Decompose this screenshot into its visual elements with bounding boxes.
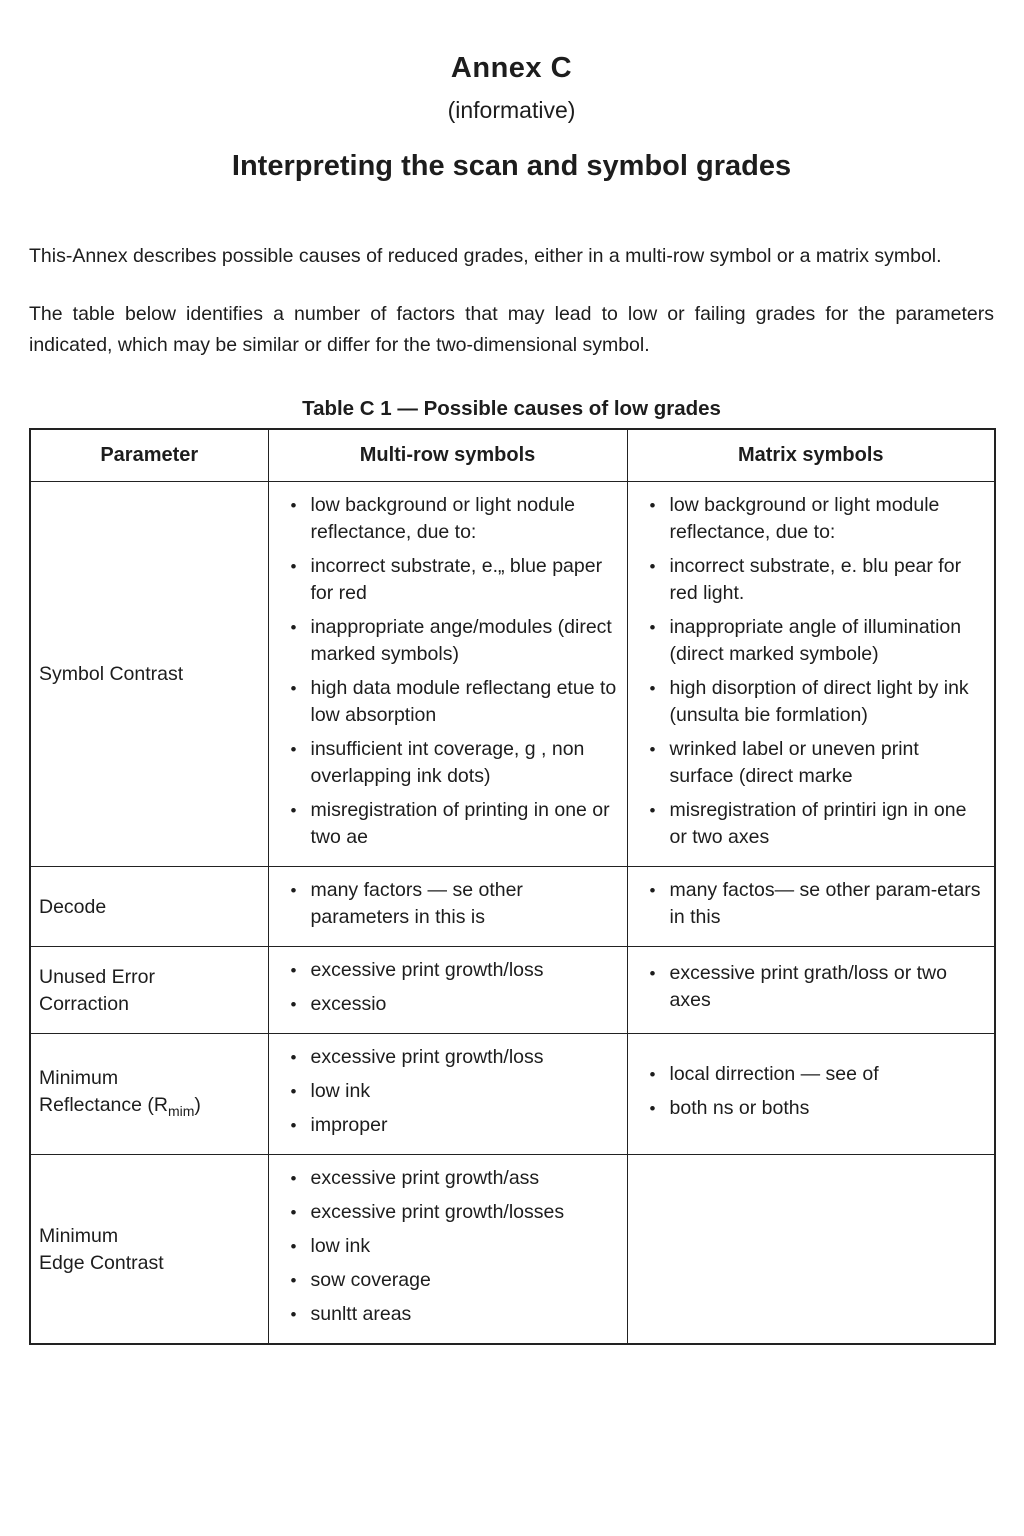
bullet-text: misregistration of printiri ign in one or two axes — [669, 798, 967, 848]
bullet-icon: • — [649, 495, 656, 515]
bullet-icon: • — [290, 1202, 297, 1222]
table-row — [30, 481, 995, 866]
bullet-item — [277, 877, 619, 931]
bullet-icon: • — [649, 739, 656, 759]
parameter-line: Reflectance $(R_{mim})$ — [39, 1093, 201, 1119]
bullet-icon: • — [290, 880, 297, 900]
bullet-icon: • — [290, 678, 297, 698]
bullet-text: excessive print growth/loss — [310, 958, 544, 981]
table-row — [30, 866, 995, 946]
parameter-cell — [30, 946, 268, 1033]
bullet-item — [277, 1199, 619, 1226]
document-heading: Interpreting the scan and symbol grades — [231, 150, 792, 182]
bullet-item — [277, 1165, 619, 1192]
bullet-icon: • — [290, 1168, 297, 1188]
bullet-icon: • — [290, 556, 297, 576]
bullet-icon: • — [290, 617, 297, 637]
matrix-symbols-cell — [627, 481, 995, 866]
parameter-cell — [30, 1033, 268, 1154]
bullet-item — [636, 960, 987, 1014]
bullet-icon: • — [649, 880, 656, 900]
table-caption: Table C 1 — Possible causes of low grades — [302, 397, 721, 420]
multi-row-symbols-cell — [268, 481, 627, 866]
parameter-line: Edge Contrast — [39, 1251, 164, 1274]
bullet-text: improper — [310, 1113, 388, 1136]
multi-row-symbols-cell — [268, 1154, 627, 1344]
bullet-item — [277, 957, 619, 984]
table-header-row — [30, 429, 995, 481]
bullet-text: excessive print growth/loss — [310, 1045, 544, 1068]
bullet-item — [636, 1095, 987, 1122]
bullet-text: incorrect substrate, e. blu pear for red light. — [669, 554, 962, 604]
bullet-text: inappropriate angle of illumination (direct marked symbole) — [669, 615, 962, 665]
bullet-icon: • — [649, 678, 656, 698]
bullet-text: wrinked label or uneven print surface (direct marke — [669, 737, 919, 787]
parameter-line: Minimum — [39, 1066, 119, 1089]
bullet-icon: • — [290, 960, 297, 980]
bullet-item — [277, 1267, 619, 1294]
intro-paragraph: This-Annex describes possible causes of reduced grades, either in a multi-row symbol or a matrix symbol. — [29, 245, 942, 267]
bullet-list — [277, 492, 619, 851]
bullet-item — [277, 1078, 619, 1105]
col-header-matrix-symbols: Matrix symbols — [627, 429, 995, 481]
bullet-item — [277, 1112, 619, 1139]
bullet-text: low ink — [310, 1079, 371, 1102]
bullet-text: high data module reflectang etue to low absorption — [310, 676, 617, 726]
bullet-icon: • — [649, 1098, 656, 1118]
bullet-item — [277, 797, 619, 851]
bullet-item — [636, 614, 987, 668]
bullet-list — [636, 1061, 987, 1122]
matrix-symbols-cell — [627, 946, 995, 1033]
table-row — [30, 1154, 995, 1344]
bullet-text: high disorption of direct light by ink (unsulta bie formlation) — [669, 676, 969, 726]
bullet-item — [277, 614, 619, 668]
bullet-list — [636, 877, 987, 931]
bullet-list — [277, 957, 619, 1018]
bullet-item — [636, 797, 987, 851]
bullet-icon: • — [290, 1115, 297, 1135]
annex-title: Annex C — [450, 52, 573, 84]
multi-row-symbols-cell — [268, 866, 627, 946]
bullet-item — [636, 492, 987, 546]
bullet-item — [636, 736, 987, 790]
bullet-text: low background or light module reflectance, due to: — [669, 493, 940, 543]
bullet-text: sow coverage — [310, 1268, 431, 1291]
bullet-item — [277, 991, 619, 1018]
parameter-line: Symbol Contrast — [39, 663, 184, 685]
parameter-cell — [30, 481, 268, 866]
bullet-icon: • — [290, 994, 297, 1014]
parameter-cell — [30, 866, 268, 946]
bullet-list — [277, 1044, 619, 1139]
bullet-text: excessive print growth/losses — [310, 1200, 565, 1223]
table-row — [30, 1033, 995, 1154]
bullet-item — [277, 675, 619, 729]
bullet-icon: • — [290, 1047, 297, 1067]
bullet-text: excessio — [310, 992, 387, 1015]
bullet-text: misregistration of printing in one or two ae — [310, 798, 610, 848]
bullet-text: incorrect substrate, e.„ blue paper for red — [310, 554, 603, 604]
bullet-icon: • — [649, 964, 656, 983]
parameter-cell — [30, 1154, 268, 1344]
bullet-icon: • — [290, 800, 297, 820]
parameter-subscript: mim — [167, 1102, 195, 1119]
matrix-symbols-cell — [627, 1033, 995, 1154]
bullet-item — [636, 1061, 987, 1088]
bullet-text: both ns or boths — [669, 1096, 810, 1119]
bullet-text: many factos— se other param-etars in this — [669, 878, 981, 928]
bullet-text: insufficient int coverage, g , non overlapping ink dots) — [310, 737, 585, 787]
bullet-icon: • — [649, 556, 656, 576]
bullet-icon: • — [290, 739, 297, 759]
table-body — [30, 481, 995, 1344]
col-header-parameter: Parameter — [30, 429, 268, 481]
bullet-item — [277, 736, 619, 790]
bullet-text: local dirrection — see of — [669, 1062, 879, 1085]
bullet-icon: • — [290, 1236, 297, 1256]
causes-of-low-grades-table — [29, 428, 996, 1345]
bullet-item — [636, 877, 987, 931]
bullet-icon: • — [290, 1270, 297, 1290]
table-row — [30, 946, 995, 1033]
bullet-text: excessive print growth/ass — [310, 1166, 540, 1189]
bullet-item — [277, 1233, 619, 1260]
bullet-item — [277, 1301, 619, 1328]
bullet-icon: • — [649, 617, 656, 637]
multi-row-symbols-cell — [268, 1033, 627, 1154]
bullet-icon: • — [649, 800, 656, 820]
bullet-item — [277, 553, 619, 607]
annex-subtitle: (informative) — [447, 97, 576, 123]
multi-row-symbols-cell — [268, 946, 627, 1033]
bullet-icon: • — [290, 495, 297, 515]
bullet-icon: • — [290, 1304, 297, 1324]
bullet-item — [636, 675, 987, 729]
bullet-text: excessive print grath/loss or two axes — [669, 962, 947, 1011]
bullet-list — [277, 877, 619, 931]
parameter-line: Corraction — [39, 992, 129, 1015]
matrix-symbols-cell — [627, 1154, 995, 1344]
bullet-item — [636, 553, 987, 607]
bullet-list — [277, 1165, 619, 1328]
bullet-icon: • — [649, 1064, 656, 1084]
bullet-list — [636, 960, 987, 1014]
parameter-line: Decode — [39, 895, 107, 918]
bullet-text: inappropriate ange/modules (direct marked symbols) — [310, 615, 612, 665]
bullet-text: many factors — se other parameters in this is — [310, 878, 523, 928]
parameter-line: Minimum — [39, 1224, 119, 1247]
bullet-item — [277, 492, 619, 546]
bullet-icon: • — [290, 1081, 297, 1101]
col-header-multi-row-symbols: Multi-row symbols — [268, 429, 627, 481]
bullet-text: low ink — [310, 1234, 371, 1257]
matrix-symbols-cell — [627, 866, 995, 946]
table-description-paragraph: The table below identifies a number of factors that may lead to low or failing grades for the parameters indicated, which may be similar or differ for the two-dimensional symbol. — [29, 303, 994, 356]
bullet-text: low background or light nodule reflectance, due to: — [310, 493, 576, 543]
bullet-list — [636, 492, 987, 851]
bullet-item — [277, 1044, 619, 1071]
parameter-line: Unused Error — [39, 965, 155, 988]
bullet-text: sunltt areas — [310, 1302, 412, 1325]
